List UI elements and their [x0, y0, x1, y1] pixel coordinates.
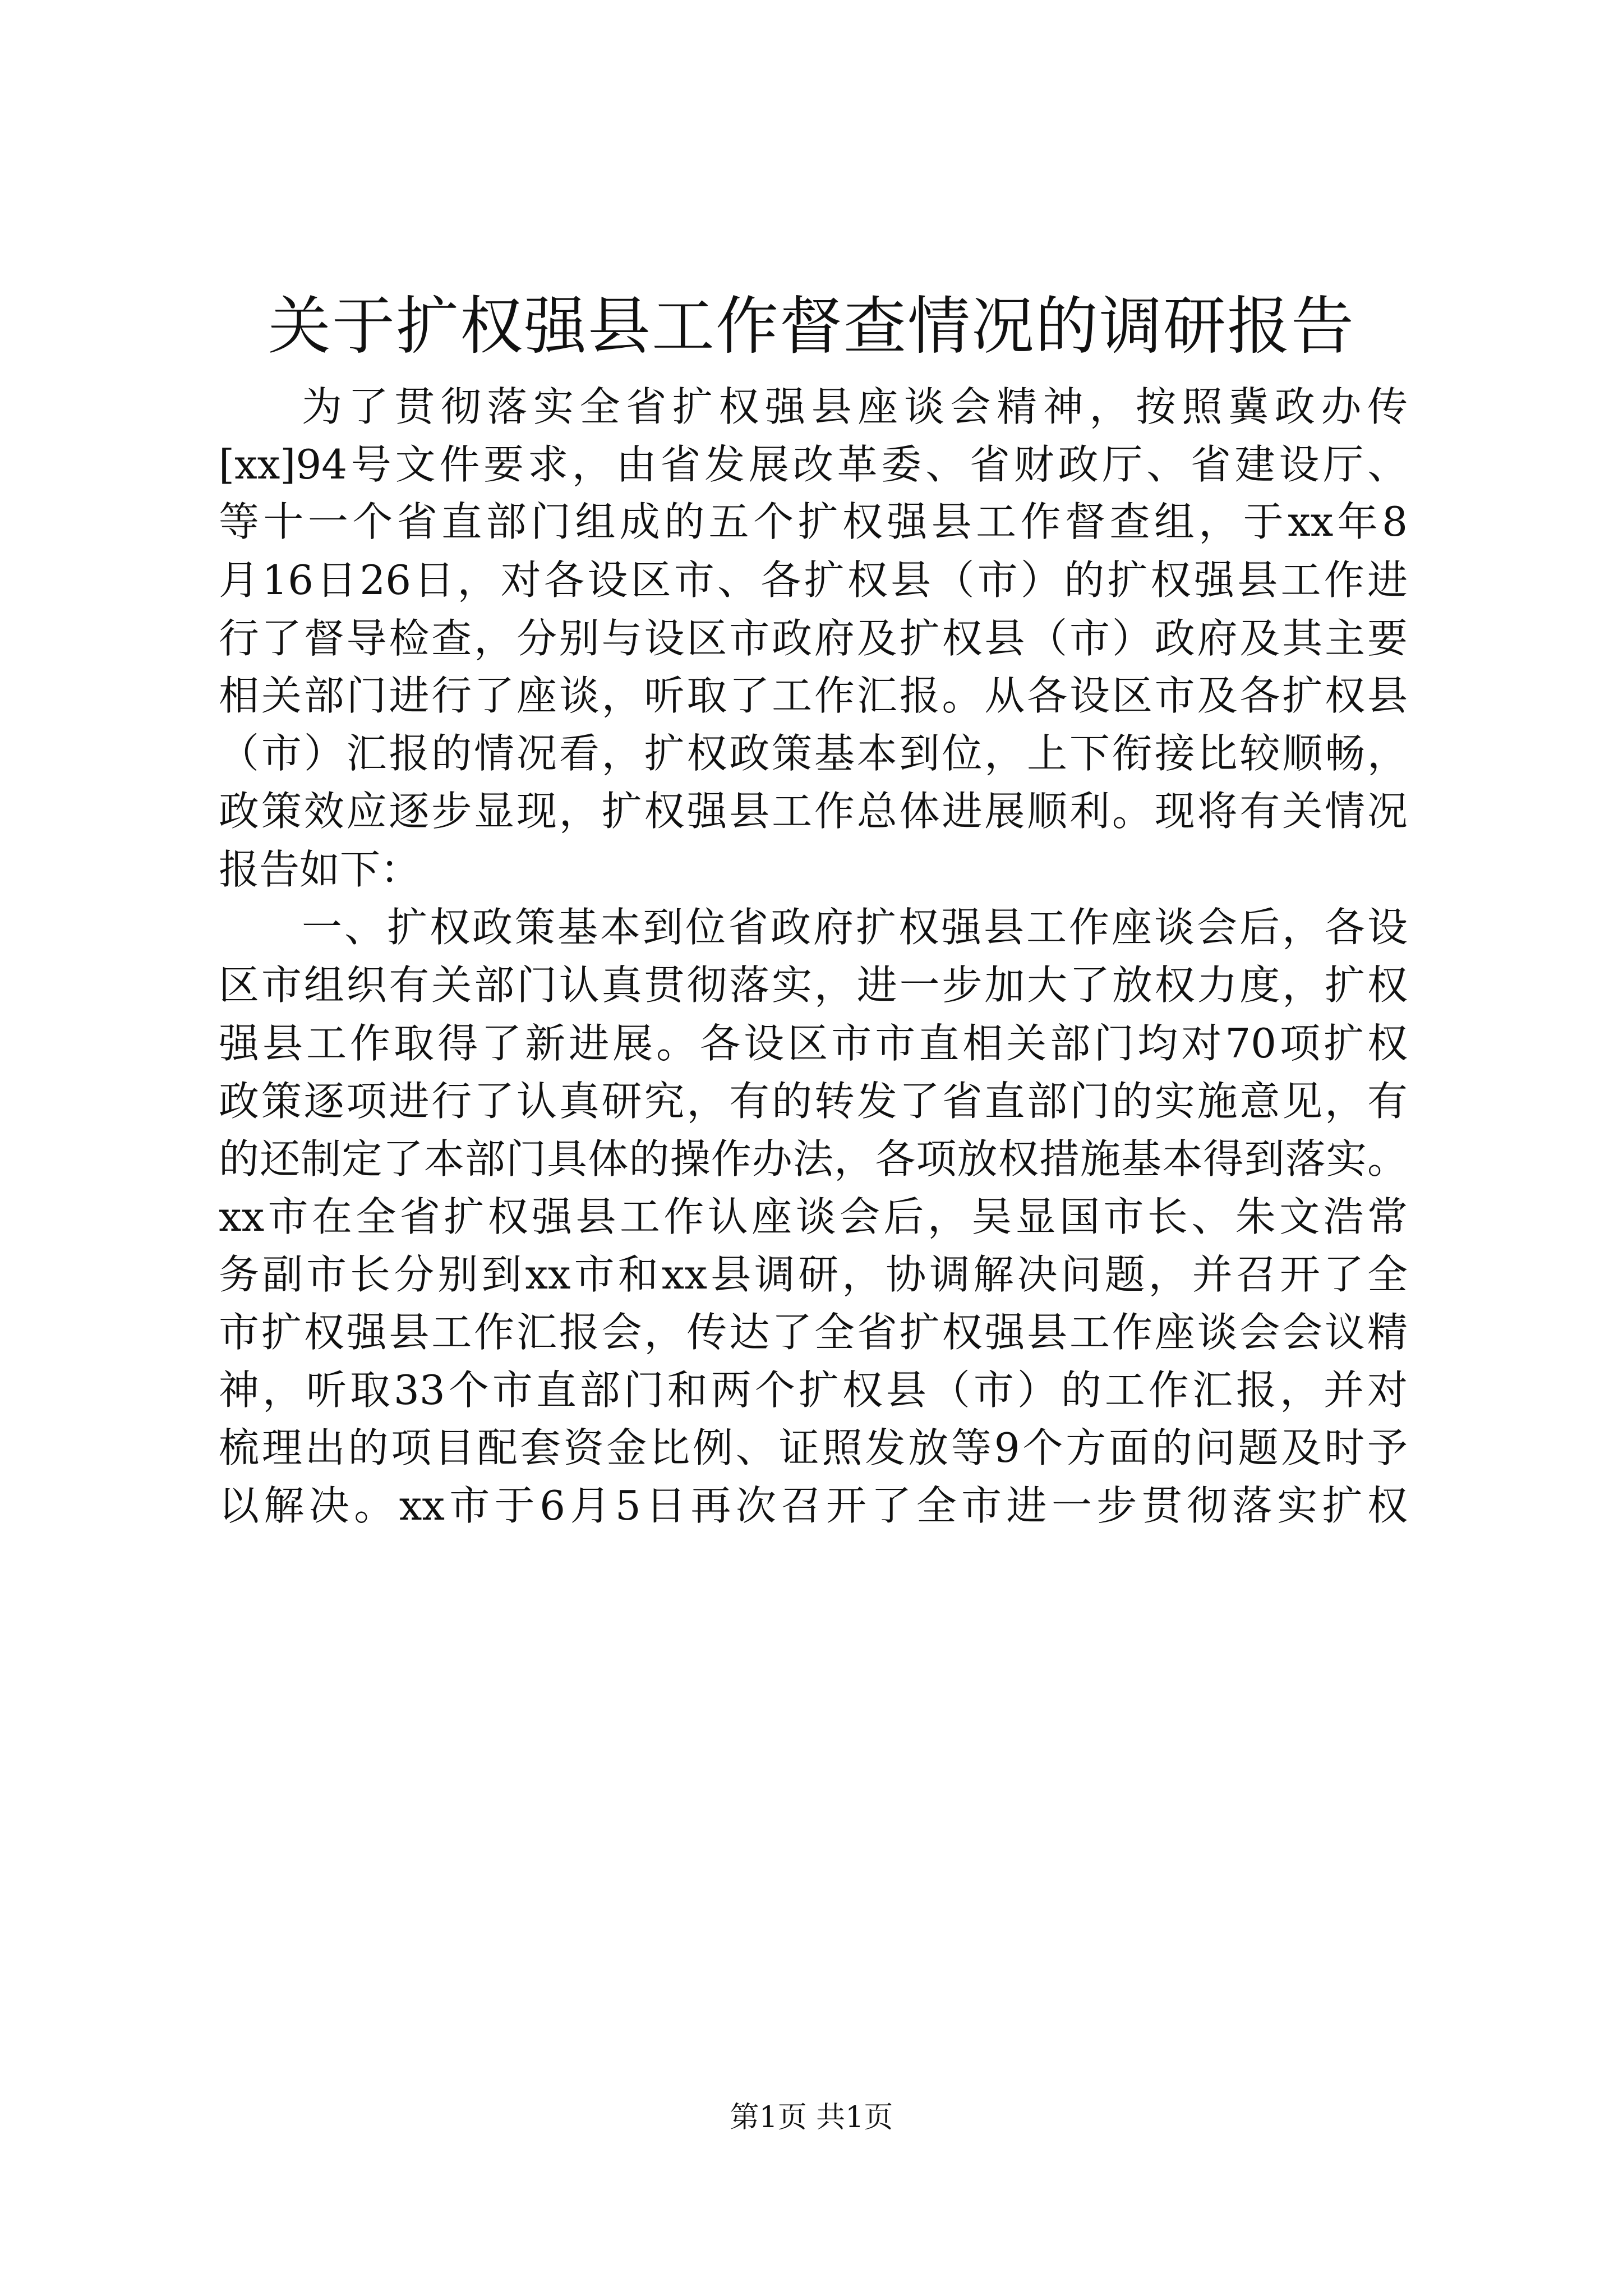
body-line: 一、扩权政策基本到位省政府扩权强县工作座谈会后，各设: [302, 904, 1408, 951]
page-footer: 第1页 共1页: [730, 2101, 893, 2134]
body-line: 为了贯彻落实全省扩权强县座谈会精神，按照冀政办传: [302, 383, 1408, 430]
body-line: 月16日26日，对各设区市、各扩权县（市）的扩权强县工作进: [219, 556, 1408, 604]
body-line: 等十一个省直部门组成的五个扩权强县工作督查组，于xx年8: [219, 498, 1408, 545]
body-line: 行了督导检查，分别与设区市政府及扩权县（市）政府及其主要: [219, 615, 1408, 662]
body-line: [xx]94号文件要求，由省发展改革委、省财政厅、省建设厅、: [219, 441, 1408, 488]
body-line: 报告如下：: [219, 846, 421, 893]
document-title: 关于扩权强县工作督查情况的调研报告: [268, 290, 1355, 363]
body-line: 梳理出的项目配套资金比例、证照发放等9个方面的问题及时予: [219, 1424, 1408, 1471]
body-line: 的还制定了本部门具体的操作办法，各项放权措施基本得到落实。: [219, 1135, 1408, 1182]
body-line: （市）汇报的情况看，扩权政策基本到位，上下衔接比较顺畅，: [219, 730, 1408, 777]
body-line: 以解决。xx市于6月5日再次召开了全市进一步贯彻落实扩权: [219, 1482, 1408, 1529]
body-line: 相关部门进行了座谈，听取了工作汇报。从各设区市及各扩权县: [219, 672, 1408, 719]
body-line: 市扩权强县工作汇报会，传达了全省扩权强县工作座谈会会议精: [219, 1309, 1408, 1356]
body-line: 务副市长分别到xx市和xx县调研，协调解决问题，并召开了全: [219, 1251, 1408, 1298]
body-line: 强县工作取得了新进展。各设区市市直相关部门均对70项扩权: [219, 1020, 1408, 1067]
body-line: 区市组织有关部门认真贯彻落实，进一步加大了放权力度，扩权: [219, 961, 1408, 1009]
body-line: 神，听取33个市直部门和两个扩权县（市）的工作汇报，并对: [219, 1366, 1408, 1414]
body-line: 政策效应逐步显现，扩权强县工作总体进展顺利。现将有关情况: [219, 788, 1408, 835]
body-line: 政策逐项进行了认真研究，有的转发了省直部门的实施意见，有: [219, 1078, 1408, 1125]
body-line: xx市在全省扩权强县工作认座谈会后，吴显国市长、朱文浩常: [219, 1193, 1408, 1240]
